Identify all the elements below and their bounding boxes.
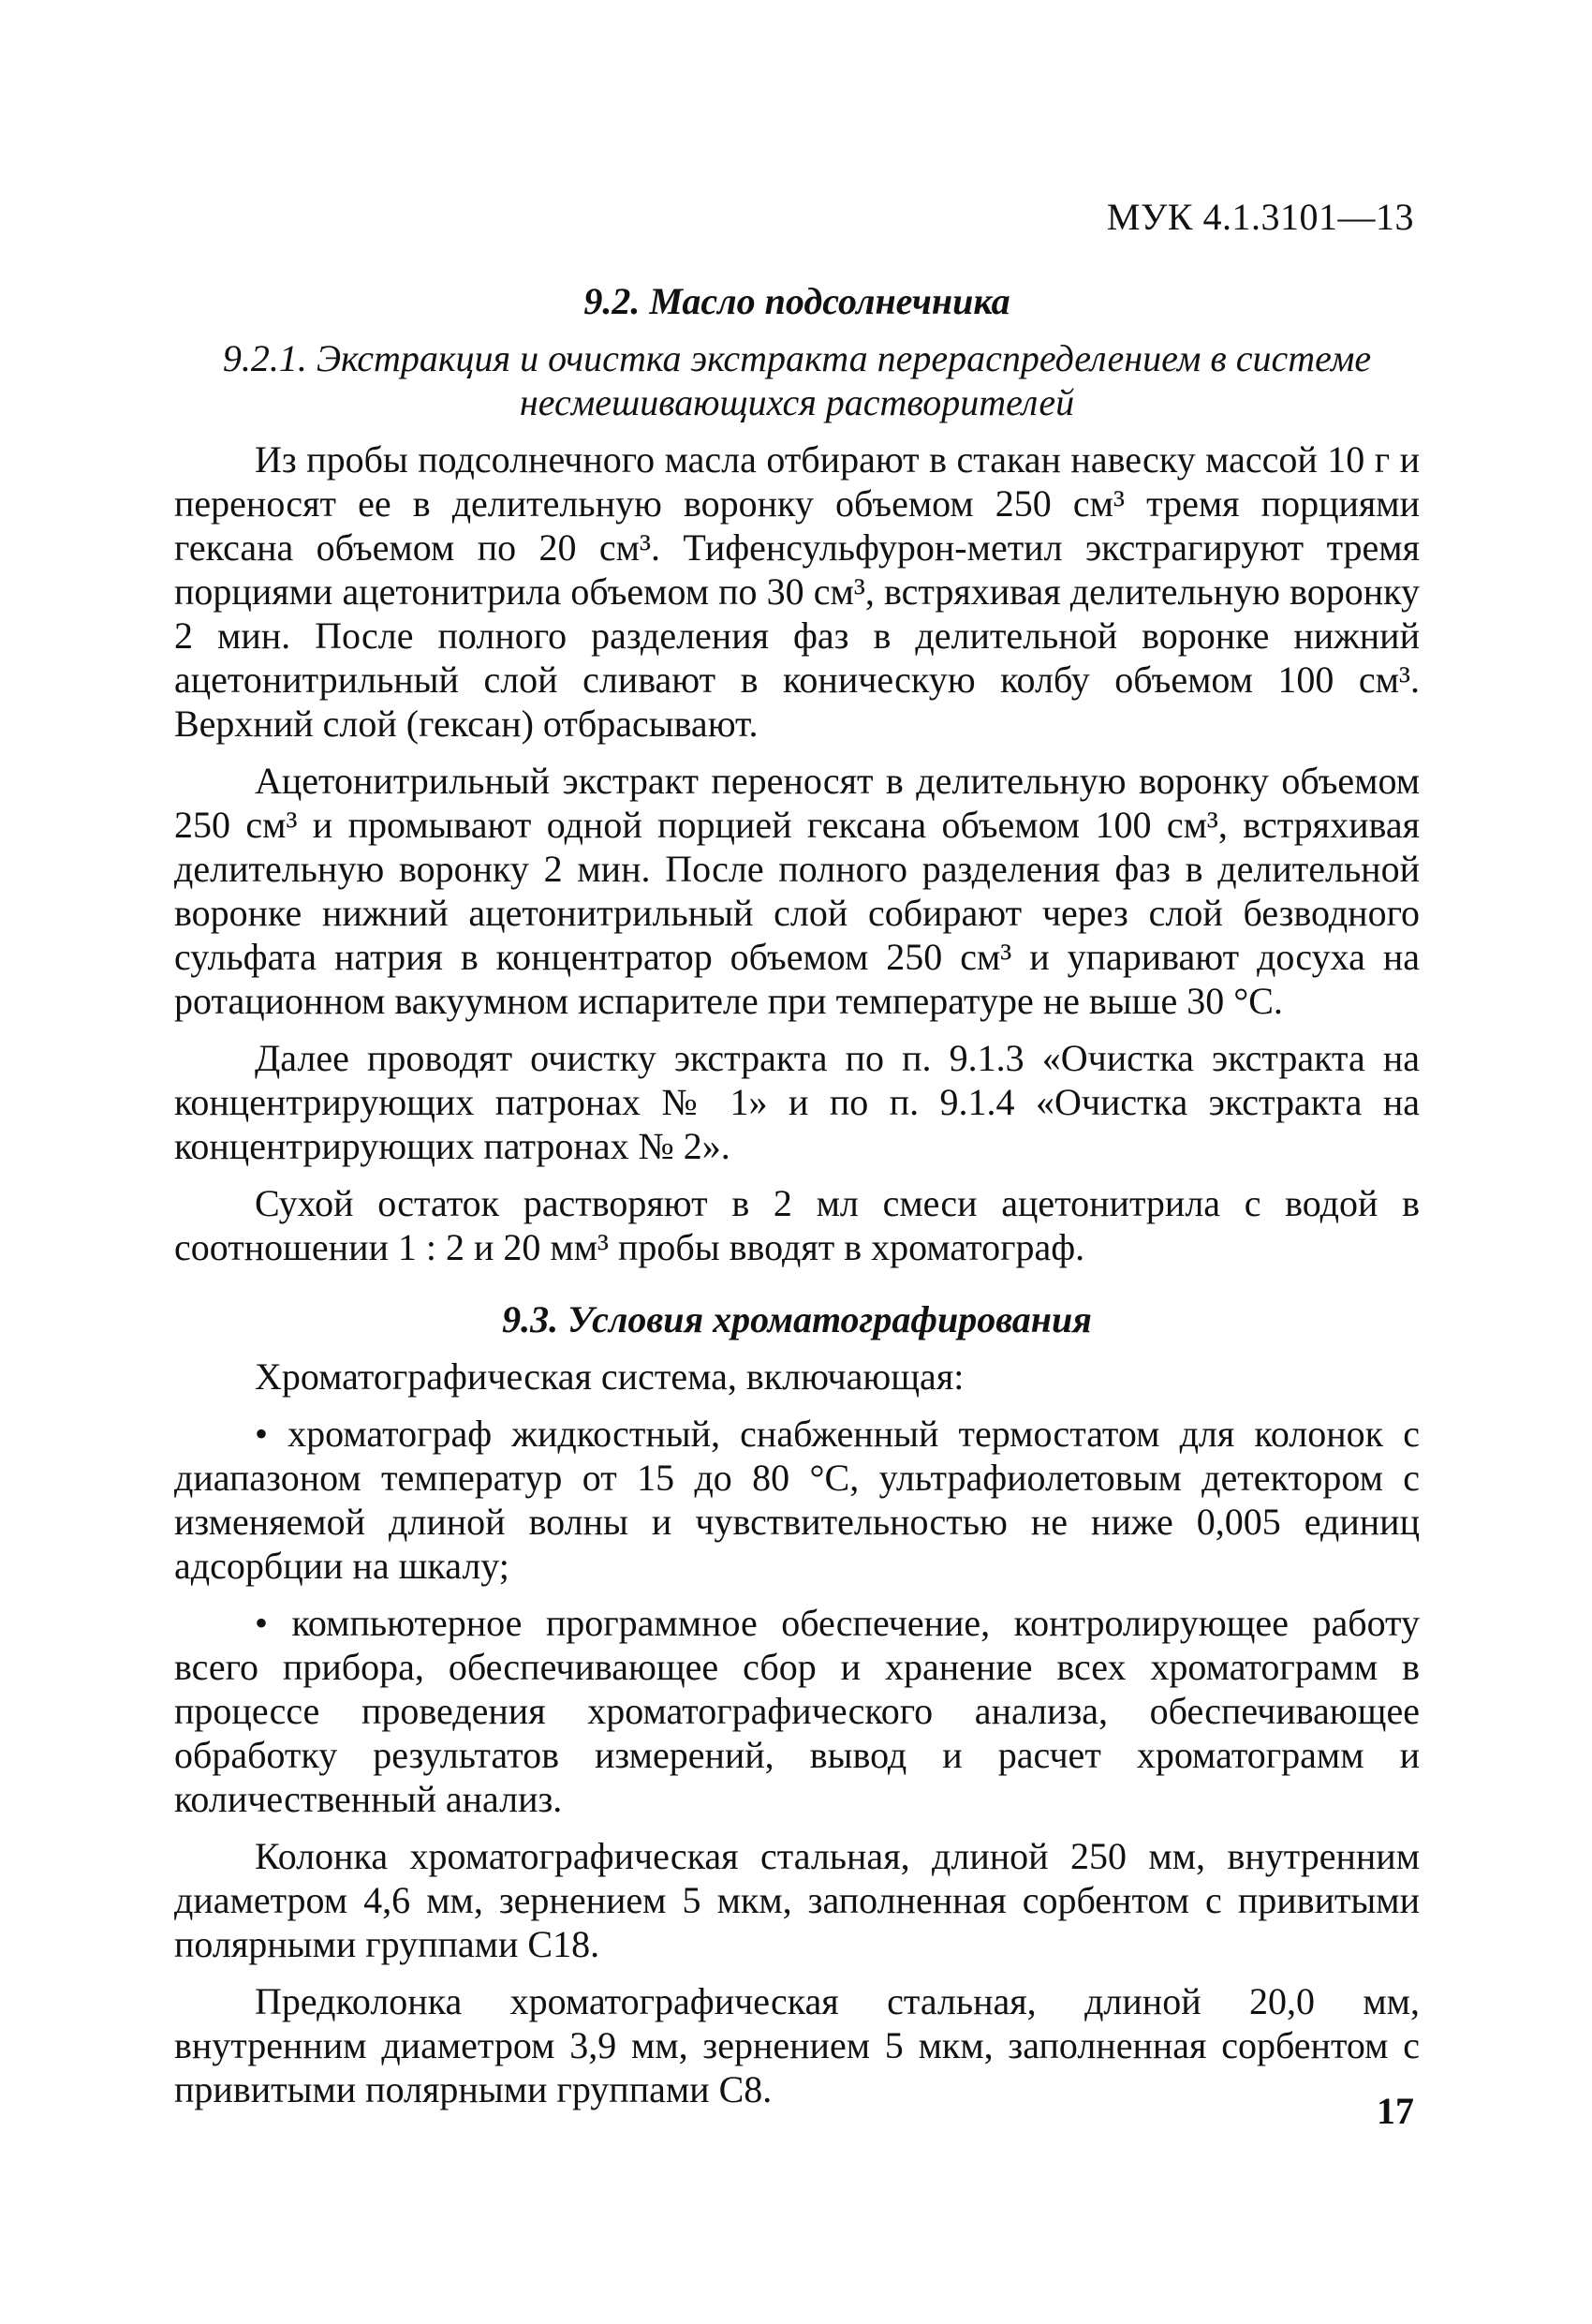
paragraph-precolumn: Предколонка хроматографическая стальная, длиной 20,0 мм, внутренним диаметром 3,9 мм, зернением 5 мкм, заполненная сорбентом с привитыми полярными группами С8. (174, 1980, 1420, 2110)
section-9-2-1-title-line-1: 9.2.1. Экстракция и очистка экстракта перераспределением в системе (222, 337, 1372, 379)
document-code: МУК 4.1.3101—13 (1106, 196, 1414, 238)
page-number: 17 (1377, 2090, 1414, 2132)
section-9-2-title: 9.2. Масло подсолнечника (583, 280, 1010, 322)
section-9-2-1-title (174, 336, 1420, 424)
bullet-software: • компьютерное программное обеспечение, контролирующее работу всего прибора, обеспечивающее сбор и хранение всех хроматограмм в процессе проведения хроматографического анализа, обеспечивающее обработку результатов измерений, вывод и расчет хроматограмм и количественный анализ. (174, 1602, 1420, 1820)
paragraph-cleanup: Далее проводят очистку экстракта по п. 9.1.3 «Очистка экстракта на концентрирующих патронах № 1» и по п. 9.1.4 «Очистка экстракта на концентрирующих патронах № 2». (174, 1037, 1420, 1167)
paragraph-washing: Ацетонитрильный экстракт переносят в делительную воронку объемом 250 см³ и промывают одной порцией гексана объемом 100 см³, встряхивая делительную воронку 2 мин. После полного разделения фаз в делительной воронке нижний ацетонитрильный слой собирают через слой безводного сульфата натрия в концентратор объемом 250 см³ и упаривают досуха на ротационном вакуумном испарителе при температуре не выше 30 °С. (174, 760, 1420, 1022)
paragraph-dissolve: Сухой остаток растворяют в 2 мл смеси ацетонитрила с водой в соотношении 1 : 2 и 20 мм³ пробы вводят в хроматограф. (174, 1182, 1420, 1268)
section-9-3-title: 9.3. Условия хроматографирования (502, 1298, 1092, 1340)
paragraph-extraction: Из пробы подсолнечного масла отбирают в стакан навеску массой 10 г и переносят ее в делительную воронку объемом 250 см³ тремя порциями гексана объемом по 20 см³. Тифенсульфурон-метил экстрагируют тремя порциями ацетонитрила объемом по 30 см³, встряхивая делительную воронку 2 мин. После полного разделения фаз в делительной воронке нижний ацетонитрильный слой сливают в коническую колбу объемом 100 см³. Верхний слой (гексан) отбрасывают. (174, 438, 1420, 745)
page-content (174, 279, 1420, 2124)
bullet-chromatograph: • хроматограф жидкостный, снабженный термостатом для колонок с диапазоном температур от 15 до 80 °С, ультрафиолетовым детектором с изменяемой длиной волны и чувствительностью не ниже 0,005 единиц адсорбции на шкалу; (174, 1413, 1420, 1587)
section-9-2-1-title-line-2: несмешивающихся растворителей (519, 381, 1075, 423)
paragraph-system-intro: Хроматографическая система, включающая: (255, 1355, 965, 1398)
paragraph-column: Колонка хроматографическая стальная, длиной 250 мм, внутренним диаметром 4,6 мм, зернением 5 мкм, заполненная сорбентом с привитыми полярными группами С18. (174, 1835, 1420, 1965)
